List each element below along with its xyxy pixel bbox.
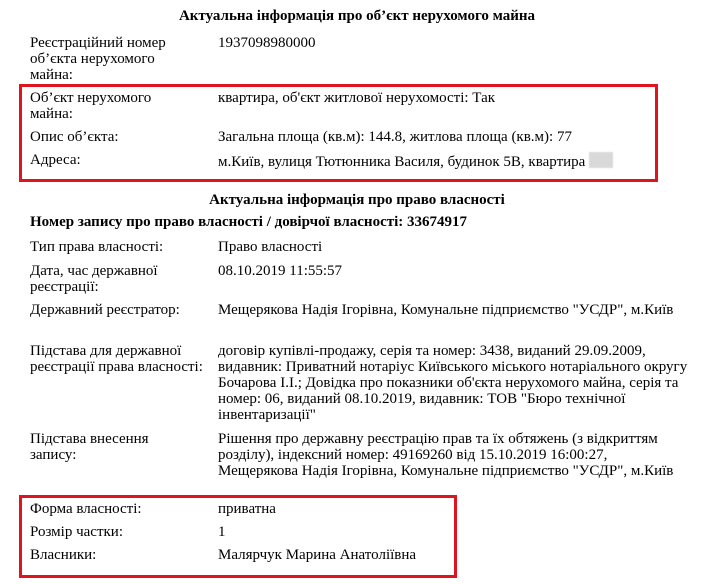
address-label: Адреса:: [30, 152, 81, 168]
address-value: м.Київ, вулиця Тютюнника Василя, будинок 5В, квартира: [218, 154, 586, 170]
share-size-label: Розмір частки:: [30, 524, 123, 540]
owners-label: Власники:: [30, 547, 97, 563]
registration-number-label: Реєстраційний номер об’єкта нерухомого майна:: [30, 35, 166, 83]
entry-basis-label: Підстава внесення запису:: [30, 431, 149, 463]
property-description-label: Опис об’єкта:: [30, 129, 119, 145]
ownership-form-value: приватна: [218, 501, 276, 517]
ownership-type-value: Право власності: [218, 239, 323, 255]
ownership-record-heading: Номер запису про право власності / довірчої власності: 33674917: [30, 214, 468, 230]
registration-date-value: 08.10.2019 11:55:57: [218, 263, 343, 279]
property-object-label: Об’єкт нерухомого майна:: [30, 90, 152, 122]
registration-basis-value: договір купівлі-продажу, серія та номер: 3438, виданий 29.09.2009, видавник: Приватний нотаріус Київського міського нотаріального округу Бочарова І.І.; Довідка про показники об'єкта нерухомого майна, серія та номер: 06, виданий 08.10.2019, видавник: ТОВ "Бюро технічної інвентаризації": [218, 343, 688, 423]
highlight-box-property: [19, 84, 658, 182]
highlight-box-ownership: [19, 495, 457, 578]
share-size-value: 1: [218, 524, 226, 540]
ownership-section-title: Актуальна інформація про право власності: [209, 192, 505, 208]
property-section-title: Актуальна інформація про об’єкт нерухомого майна: [178, 8, 536, 24]
ownership-type-label: Тип права власності:: [30, 239, 164, 255]
entry-basis-value: Рішення про державну реєстрацію прав та їх обтяжень (з відкриттям розділу), індексний номер: 49169260 від 15.10.2019 16:00:27, Мещерякова Надія Ігорівна, Комунальне підприємство "УСДР", м.Київ: [218, 431, 674, 479]
registrar-value: Мещерякова Надія Ігорівна, Комунальне підприємство "УСДР", м.Київ: [218, 302, 674, 318]
owners-value: Малярчук Марина Анатоліївна: [218, 547, 417, 563]
ownership-form-label: Форма власності:: [30, 501, 142, 517]
registrar-label: Державний реєстратор:: [30, 302, 180, 318]
registration-basis-label: Підстава для державної реєстрації права власності:: [30, 343, 203, 375]
registration-number-value: 1937098980000: [218, 35, 316, 51]
registration-date-label: Дата, час державної реєстрації:: [30, 263, 158, 295]
property-description-value: Загальна площа (кв.м): 144.8, житлова площа (кв.м): 77: [218, 129, 572, 145]
property-object-value: квартира, об'єкт житлової нерухомості: Так: [218, 90, 496, 106]
